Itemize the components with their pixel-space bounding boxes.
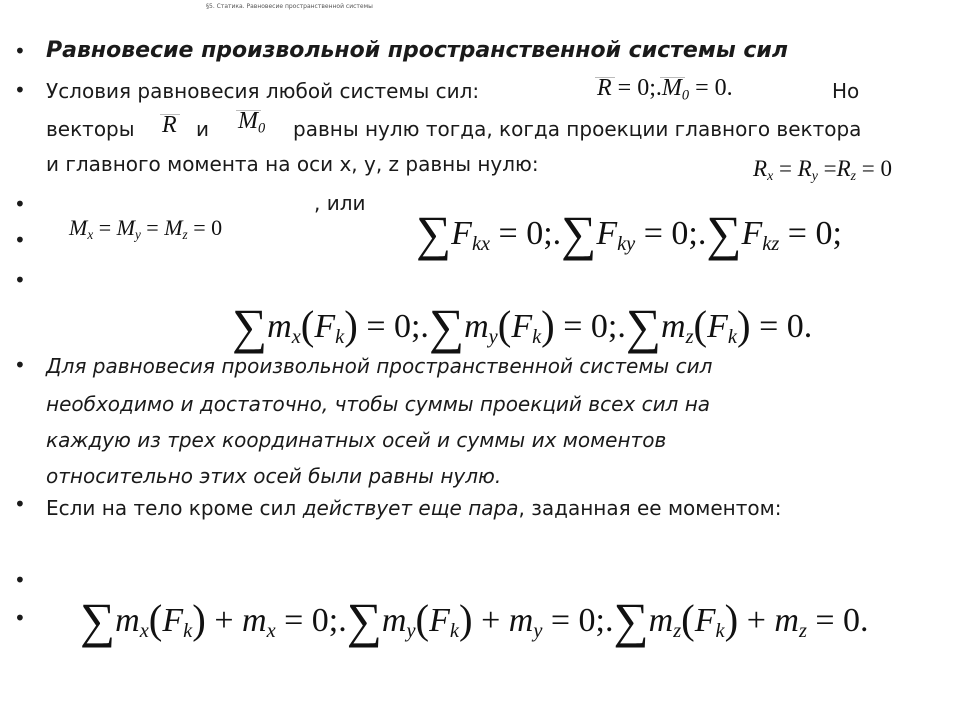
slide-heading: Равновесие произвольной пространственной системы сил [46, 38, 788, 63]
bullet-9: • [14, 606, 26, 630]
bullet-6: • [14, 353, 26, 377]
bullet-5: • [14, 268, 26, 292]
vectors-text: векторы [46, 117, 135, 141]
bullet-4: • [14, 228, 26, 252]
statement-line-1: Для равновесия произвольной пространственной системы сил [46, 354, 713, 378]
or-text: , или [314, 191, 366, 215]
bullet-2: • [14, 78, 26, 102]
axes-text: и главного момента на оси x, y, z равны нулю: [46, 152, 539, 176]
statement-line-2: необходимо и достаточно, чтобы суммы проекций всех сил на [46, 392, 711, 416]
bullet-8: • [14, 568, 26, 592]
couple-text: Если на тело кроме сил действует еще пара, заданная ее моментом: [46, 496, 782, 520]
symbol-r: R [162, 112, 177, 138]
statement-line-4: относительно этих осей были равны нулю. [46, 464, 502, 488]
formula-sum-moments-with-couple: $\sum m_x(F_k) + m_x$ = $0;.\sum m_y(F_k) + m_y$ = $0;.\sum m_z(F_k) + m_z = 0$. [80, 592, 869, 648]
formula-r-m0-zero: $R = 0;.M_0 = 0$. [597, 75, 733, 104]
projections-text: равны нулю тогда, когда проекции главного вектора [293, 117, 862, 141]
and-text: и [196, 117, 209, 141]
statement-line-3: каждую из трех координатных осей и суммы их моментов [46, 428, 667, 452]
bullet-3: • [14, 192, 26, 216]
formula-sum-force-projections: $\sum F_{kx}$ = $0;.\sum F_{ky}$ = $0;.\sum F_{kz} = 0$; [416, 206, 842, 261]
formula-rx-ry-rz: $R_x = R_y =R_z = 0$ [753, 156, 893, 184]
symbol-m0: $M_0$ [238, 108, 266, 137]
formula-mx-my-mz: $M_x = M_y = M_z = 0$ [69, 215, 223, 242]
equilibrium-conditions-text: Условия равновесия любой системы сил: [46, 79, 480, 103]
formula-sum-moments: $\sum m_x(F_k)$ = $0;.\sum m_y(F_k)$ = $0;.\sum m_z(F_k) = 0$. [232, 298, 813, 354]
slide-header-caption: §5. Статика. Равновесие пространственной системы [206, 3, 373, 10]
bullet-1: • [14, 39, 26, 63]
bullet-7: • [14, 492, 26, 516]
but-text: Но [832, 79, 860, 103]
